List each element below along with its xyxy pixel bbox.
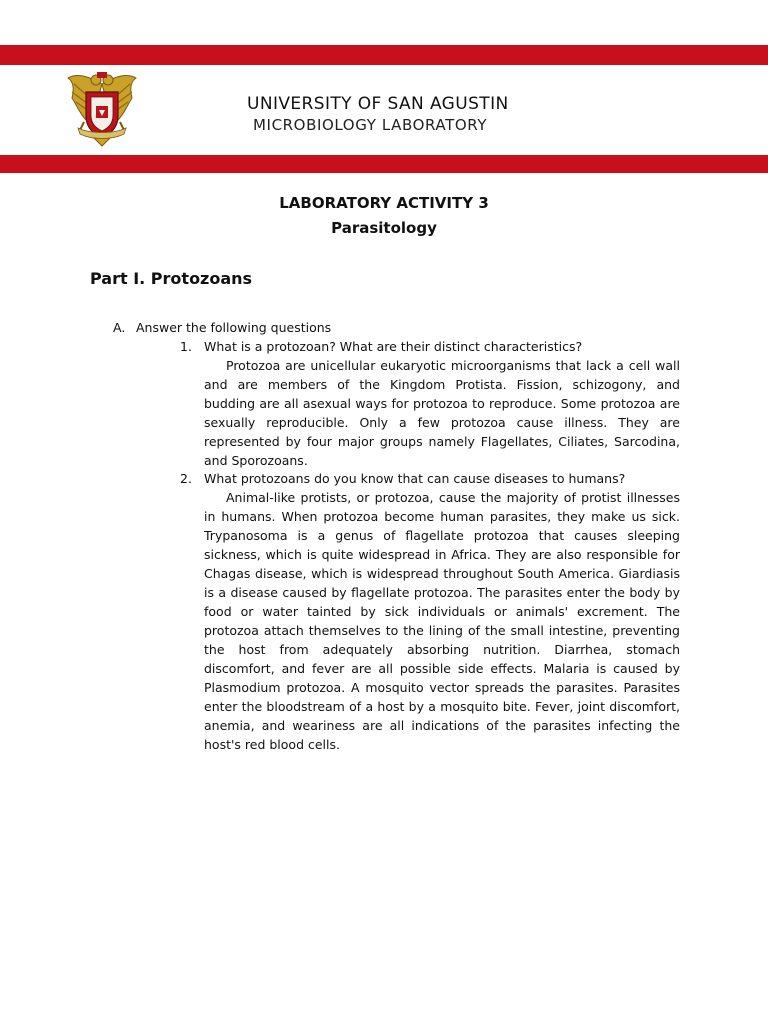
question-number: 1. xyxy=(180,339,192,354)
answer-paragraph: Animal-like protists, or protozoa, cause the majority of protist illnesses in humans. When protozoa become human parasites, they make us sick. Trypanosoma is a genus of flagellate protozoa that causes sleeping sickness, which is quite widespread in Africa. They are also responsible for Chagas disease, which is widespread throughout South America. Giardiasis is a disease caused by flagellate protozoa. The parasites enter the body by food or water tainted by sick individuals or animals' excrement. The protozoa attach themselves to the lining of the small intestine, preventing the host from adequately absorbing nutrition. Diarrhea, stomach discomfort, and fever are all possible side effects. Malaria is caused by Plasmodium protozoa. A mosquito vector spreads the parasites. Parasites enter the bloodstream of a host by a mosquito bite. Fever, joint discomfort, anemia, and weariness are all indications of the parasites infecting the host's red blood cells. xyxy=(204,490,680,752)
question-text: What is a protozoan? What are their distinct characteristics? xyxy=(204,339,583,354)
section-marker: A. xyxy=(113,320,126,335)
section-label: Answer the following questions xyxy=(136,320,332,335)
part-heading: Part I. Protozoans xyxy=(90,269,253,288)
question-number: 2. xyxy=(180,471,192,486)
answer-paragraph: Protozoa are unicellular eukaryotic microorganisms that lack a cell wall and are members of the Kingdom Protista. Fission, schizogony, and budding are all asexual ways for protozoa to reproduce. Some protozoa are sexually reproducible. Only a few protozoa cause illness. They are represented by four major groups namely Flagellates, Ciliates, Sarcodina, and Sporozoans. xyxy=(204,358,680,468)
laboratory-name: MICROBIOLOGY LABORATORY xyxy=(253,116,488,134)
header-band-top xyxy=(0,45,768,65)
question-text: What protozoans do you know that can cause diseases to humans? xyxy=(204,471,626,486)
document-subtitle: Parasitology xyxy=(331,219,437,237)
university-name: UNIVERSITY OF SAN AGUSTIN xyxy=(247,94,509,114)
university-seal-eagle-icon xyxy=(66,70,138,148)
document-title: LABORATORY ACTIVITY 3 xyxy=(279,194,489,212)
header-band-bottom xyxy=(0,155,768,173)
